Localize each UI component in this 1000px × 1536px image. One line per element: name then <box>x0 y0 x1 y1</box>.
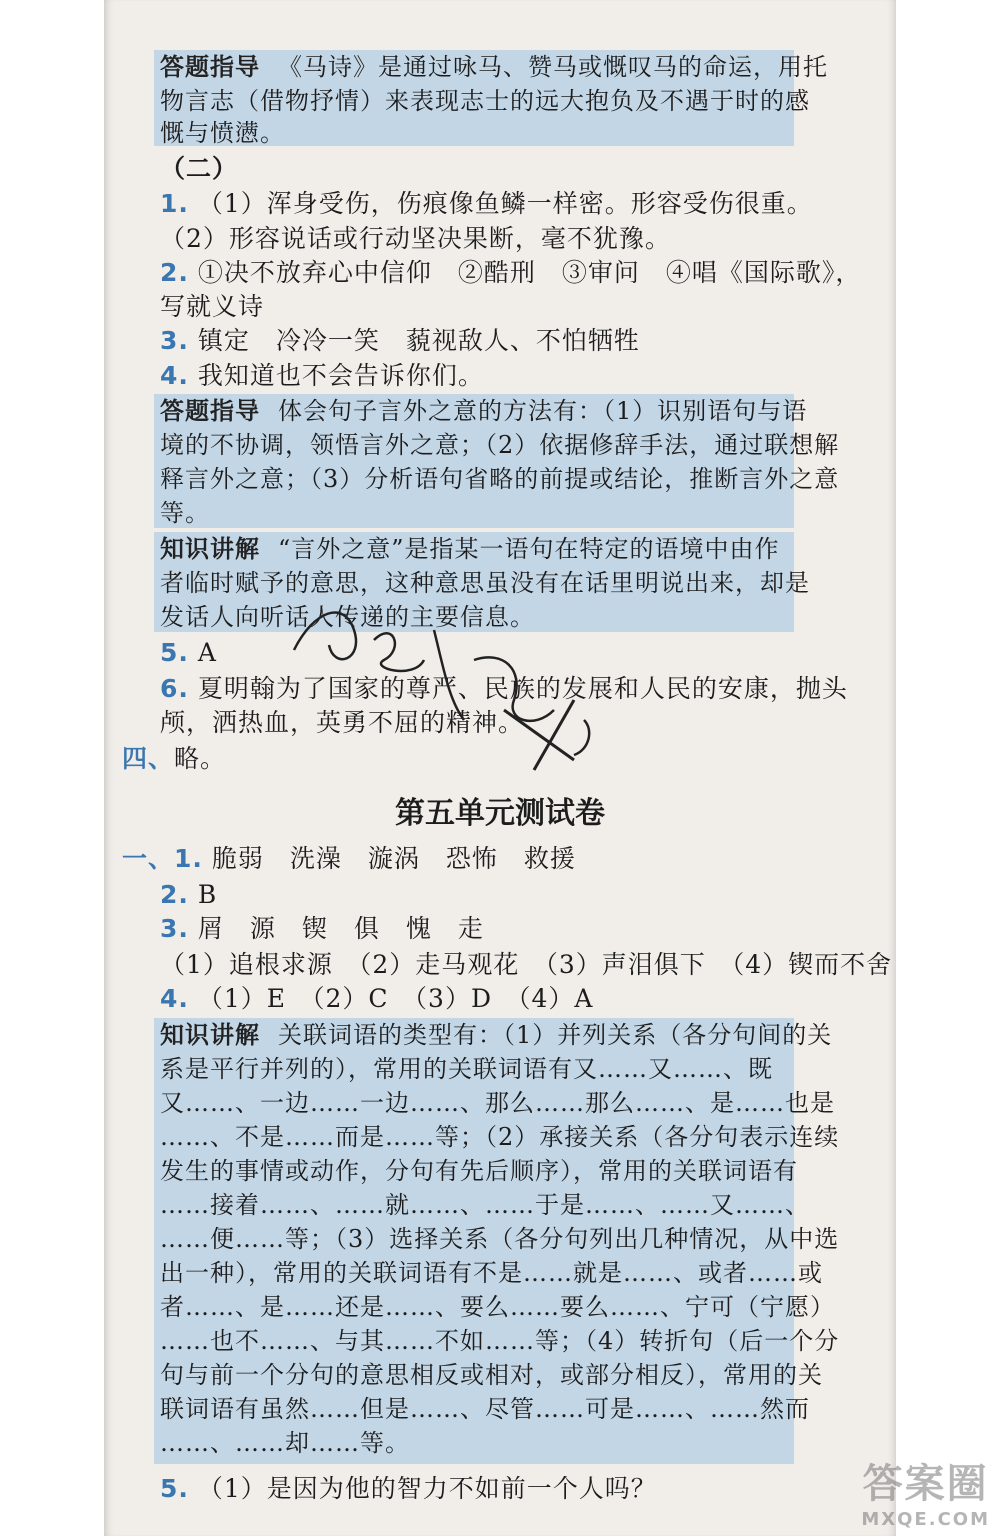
knowledge-line: 系是平行并列的），常用的关联词语有又……又……、既 <box>160 1055 773 1083</box>
unit-question-2: 2. B <box>160 880 218 909</box>
knowledge-line: 者临时赋予的意思，这种意思虽没有在话里明说出来，却是 <box>160 569 810 597</box>
knowledge-line: 者……、是……还是……、要么……要么……、宁可（宁愿） <box>160 1293 835 1321</box>
question-1: 1. （1）浑身受伤，伤痕像鱼鳞一样密。形容受伤很重。 <box>160 189 813 218</box>
section-4: 四、略。 <box>122 744 227 773</box>
question-3: 3. 镇定 冷冷一笑 藐视敌人、不怕牺牲 <box>160 326 640 355</box>
unit-question-4: 4. （1）E （2）C （3）D （4）A <box>160 984 594 1013</box>
guidance-line: 境的不协调，领悟言外之意；（2）依据修辞手法，通过联想解 <box>160 431 840 459</box>
knowledge-line: 发话人向听话人传递的主要信息。 <box>160 603 535 631</box>
guidance-line: 物言志（借物抒情）来表现志士的远大抱负及不遇于时的感 <box>160 87 810 115</box>
guidance-line: 释言外之意；（3）分析语句省略的前提或结论，推断言外之意 <box>160 465 840 493</box>
guidance-tag: 答题指导 <box>160 53 260 81</box>
guidance-tag: 答题指导 <box>160 397 260 425</box>
question-4: 4. 我知道也不会告诉你们。 <box>160 361 484 390</box>
guidance-line: 答题指导 体会句子言外之意的方法有：（1）识别语句与语 <box>160 397 808 425</box>
knowledge-line: ……、不是……而是……等；（2）承接关系（各分句表示连续 <box>160 1123 840 1151</box>
part-label: （二） <box>160 154 239 183</box>
knowledge-tag: 知识讲解 <box>160 1021 260 1049</box>
unit-question-1: 一、1. 脆弱 洗澡 漩涡 恐怖 救援 <box>122 844 576 873</box>
guidance-line: 慨与愤懑。 <box>160 119 285 147</box>
guidance-line: 答题指导 《马诗》是通过咏马、赞马或慨叹马的命运，用托 <box>160 53 828 81</box>
question-1-part2: （2）形容说话或行动坚决果断，毫不犹豫。 <box>160 224 671 253</box>
knowledge-tag: 知识讲解 <box>160 535 260 563</box>
knowledge-line: 出一种），常用的关联词语有不是……就是……、或者……或 <box>160 1259 823 1287</box>
knowledge-line: 知识讲解 “言外之意”是指某一语句在特定的语境中由作 <box>160 535 780 563</box>
question-2: 2. ①决不放弃心中信仰 ②酷刑 ③审问 ④唱《国际歌》， <box>160 258 862 287</box>
knowledge-line: 知识讲解 关联词语的类型有：（1）并列关系（各分句间的关 <box>160 1021 833 1049</box>
knowledge-line: 发生的事情或动作，分句有先后顺序），常用的关联词语有 <box>160 1157 798 1185</box>
knowledge-line: ……接着……、……就……、……于是……、……又……、 <box>160 1191 810 1219</box>
question-6-cont: 颅，洒热血，英勇不屈的精神。 <box>160 708 525 737</box>
knowledge-line: ……便……等；（3）选择关系（各分句列出几种情况，从中选 <box>160 1225 840 1253</box>
answer-page <box>104 0 896 1536</box>
watermark-logo: 答案圈 MXQE.COM <box>861 1461 990 1530</box>
knowledge-line: ……、……却……等。 <box>160 1429 410 1457</box>
question-6: 6. 夏明翰为了国家的尊严、民族的发展和人民的安康，抛头 <box>160 674 848 703</box>
unit-title: 第五单元测试卷 <box>395 796 605 831</box>
guidance-line: 等。 <box>160 499 210 527</box>
knowledge-line: 句与前一个分句的意思相反或相对，或部分相反），常用的关 <box>160 1361 823 1389</box>
knowledge-line: ……也不……、与其……不如……等；（4）转折句（后一个分 <box>160 1327 840 1355</box>
question-5: 5. A <box>160 638 217 667</box>
unit-question-3-idioms: （1）追根求源 （2）走马观花 （3）声泪俱下 （4）锲而不舍 <box>160 950 893 979</box>
knowledge-line: 联词语有虽然……但是……、尽管……可是……、……然而 <box>160 1395 810 1423</box>
knowledge-line: 又……、一边……一边……、那么……那么……、是……也是 <box>160 1089 835 1117</box>
unit-question-5: 5. （1）是因为他的智力不如前一个人吗？ <box>160 1474 657 1503</box>
question-2-cont: 写就义诗 <box>160 292 265 321</box>
handwriting-scribble <box>274 590 614 780</box>
unit-question-3: 3. 屑 源 锲 俱 愧 走 <box>160 914 484 943</box>
